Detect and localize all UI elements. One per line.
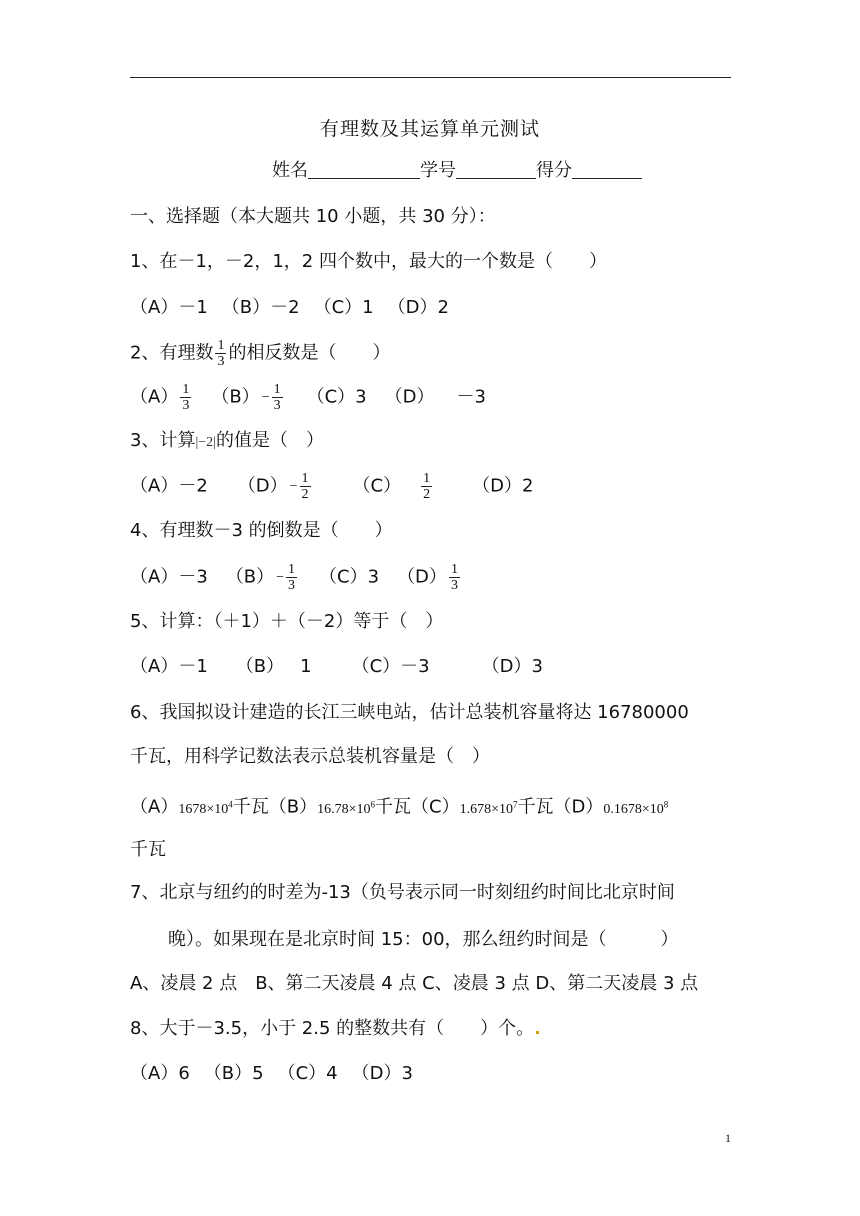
q5-option-c: （C）－3	[351, 656, 430, 677]
question-6-stem-line1: 6、我国拟设计建造的长江三峡电站，估计总装机容量将达 16780000	[130, 702, 689, 723]
question-5-options	[130, 654, 543, 680]
q6-option-d: （D）	[553, 796, 604, 818]
q2-option-d-value: －3	[456, 386, 486, 408]
question-4-options: （A）－3 （B） − $\frac{1}{3}$ （C）3 （D） $\frac{1}{3}$	[130, 562, 458, 593]
q3-option-c: （C）	[352, 475, 402, 497]
q3-option-d1: （D）	[237, 475, 288, 497]
question-6-stem-line2: 千瓦，用科学记数法表示总装机容量是（ ）	[130, 746, 490, 767]
question-4-stem: 4、有理数－3 的倒数是（ ）	[130, 520, 393, 541]
question-7-stem-line1: 7、北京与纽约的时差为-13（负号表示同一时刻纽约时间比北京时间	[130, 882, 675, 903]
student-info-line	[272, 158, 642, 184]
q5-option-b: （B）	[235, 656, 285, 677]
q3-abs-expression: |−2|	[195, 435, 216, 450]
question-6-option-d-unit: 千瓦	[130, 839, 166, 860]
q3-option-a: （A）－2	[130, 475, 208, 497]
question-1-stem: 1、在－1，－2，1，2 四个数中，最大的一个数是（ ）	[130, 251, 607, 272]
page-number: 1	[725, 1131, 731, 1145]
q6-option-b: （B）	[268, 796, 318, 818]
id-blank	[456, 160, 536, 179]
q5-option-a: （A）－1	[130, 656, 208, 677]
q4-option-d: （D）	[397, 566, 447, 588]
q2-option-a: （A）	[130, 386, 179, 408]
q2-option-d: （D）	[384, 386, 435, 408]
question-8-stem: 8、大于－3.5，小于 2.5 的整数共有（ ）个。	[130, 1016, 539, 1042]
q1-option-a: （A）－1	[130, 297, 208, 318]
q5-option-b-value: 1	[300, 656, 312, 677]
highlight-dot	[536, 1031, 539, 1034]
q1-option-d: （D）2	[387, 297, 449, 318]
header-rule	[130, 77, 731, 78]
q8-option-a: （A）6	[130, 1063, 190, 1084]
name-blank	[308, 160, 420, 179]
question-3-stem	[130, 428, 324, 456]
q4-option-b: （B）	[225, 566, 275, 588]
q2-fraction: $\frac{1}{3}$	[217, 338, 225, 369]
q8-option-c: （C）4	[277, 1063, 338, 1084]
q3-option-d2: （D）2	[472, 475, 534, 497]
q4-option-a: （A）－3	[130, 566, 208, 588]
question-8-options	[130, 1061, 413, 1087]
q1-option-c: （C）1	[313, 297, 374, 318]
q6-option-c: （C）	[411, 796, 460, 818]
q3-stem-pre: 3、计算	[130, 430, 196, 451]
q2-option-b: （B）	[211, 386, 260, 408]
q4-option-c: （C）3	[319, 566, 380, 588]
question-2-options: （A） $\frac{1}{3}$ （B） − $\frac{1}{3}$ （C）3 （D） －3	[130, 382, 486, 413]
question-1-options	[130, 295, 449, 321]
name-label: 姓名	[272, 160, 308, 181]
q2-stem-pre: 2、有理数	[130, 342, 214, 364]
question-3-options: （A）－2 （D） − $\frac{1}{2}$ （C） $\frac{1}{2}$ （D）2	[130, 471, 534, 502]
q5-option-d: （D）3	[481, 656, 543, 677]
question-5-stem: 5、计算：（＋1）＋（－2）等于（ ）	[130, 611, 444, 632]
question-6-options: $(A)1678\times 10^4$千瓦$(B)16.78\times 10^6$千瓦$(C)1.678\times 10^7$千瓦$(D)0.1678\times 10^8$	[130, 796, 669, 818]
q2-stem-post: 的相反数是（ ）	[228, 342, 391, 364]
q8-option-d: （D）3	[351, 1063, 413, 1084]
score-label: 得分	[536, 160, 572, 181]
q3-stem-post: 的值是（ ）	[215, 430, 324, 451]
id-label: 学号	[420, 160, 456, 181]
q6-option-a: （A）	[130, 796, 179, 818]
q8-option-b: （B）5	[203, 1063, 264, 1084]
question-7-stem-line2: 晚）。如果现在是北京时间 15：00，那么纽约时间是（ ）	[168, 929, 679, 950]
score-blank	[572, 160, 642, 179]
section-heading: 一、选择题（本大题共 10 小题，共 30 分）：	[130, 206, 496, 227]
q1-option-b: （B）－2	[221, 297, 300, 318]
question-7-options: A、凌晨 2 点 B、第二天凌晨 4 点 C、凌晨 3 点 D、第二天凌晨 3 点	[130, 973, 699, 994]
q2-option-c: （C）3	[306, 386, 367, 408]
question-2-stem	[130, 338, 390, 369]
page-title: 有理数及其运算单元测试	[319, 118, 540, 140]
